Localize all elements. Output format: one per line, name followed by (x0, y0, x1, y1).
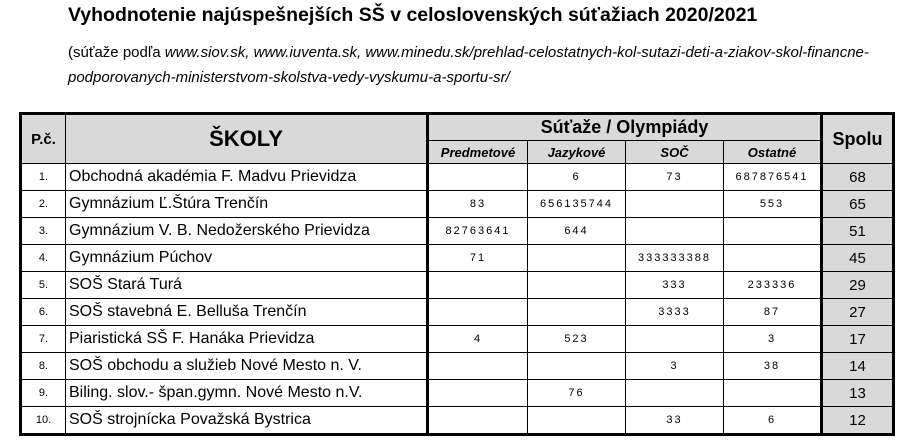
cell-jazykove (528, 245, 626, 272)
cell-predmetove: 71 (428, 245, 528, 272)
cell-soc: 333 (626, 272, 724, 299)
cell-jazykove (528, 353, 626, 380)
cell-soc: 3 (626, 353, 724, 380)
subtitle-prefix: (súťaže podľa (68, 44, 165, 61)
cell-jazykove: 644 (528, 218, 626, 245)
header-ostatne: Ostatné (724, 141, 822, 164)
table-row (21, 218, 894, 245)
cell-soc: 33 (626, 407, 724, 435)
school-name: SOŠ Stará Turá (66, 272, 428, 299)
cell-jazykove (528, 299, 626, 326)
school-name: SOŠ strojnícka Považská Bystrica (66, 407, 428, 435)
cell-spolu: 12 (822, 407, 894, 435)
cell-spolu: 13 (822, 380, 894, 407)
cell-spolu: 14 (822, 353, 894, 380)
cell-jazykove: 656135744 (528, 191, 626, 218)
table-row (21, 164, 894, 191)
cell-predmetove (428, 272, 528, 299)
row-number: 10. (21, 407, 66, 435)
cell-predmetove (428, 380, 528, 407)
cell-spolu: 68 (822, 164, 894, 191)
school-name: Gymnázium Ľ.Štúra Trenčín (66, 191, 428, 218)
row-number: 8. (21, 353, 66, 380)
cell-jazykove (528, 407, 626, 435)
table-row (21, 407, 894, 435)
row-number: 3. (21, 218, 66, 245)
school-name: Piaristická SŠ F. Hanáka Prievidza (66, 326, 428, 353)
header-skoly: ŠKOLY (66, 114, 428, 164)
cell-ostatne: 233336 (724, 272, 822, 299)
row-number: 4. (21, 245, 66, 272)
row-number: 5. (21, 272, 66, 299)
cell-ostatne: 87 (724, 299, 822, 326)
header-pc: P.č. (21, 114, 66, 164)
table-row (21, 272, 894, 299)
table-row (21, 326, 894, 353)
cell-ostatne (724, 245, 822, 272)
cell-jazykove: 76 (528, 380, 626, 407)
row-number: 9. (21, 380, 66, 407)
table-row (21, 191, 894, 218)
header-jazykove: Jazykové (528, 141, 626, 164)
row-number: 7. (21, 326, 66, 353)
cell-soc (626, 218, 724, 245)
cell-predmetove (428, 407, 528, 435)
cell-spolu: 29 (822, 272, 894, 299)
cell-soc: 73 (626, 164, 724, 191)
header-sutaze-olympiady: Súťaže / Olympiády (428, 114, 822, 141)
cell-soc (626, 380, 724, 407)
cell-jazykove: 523 (528, 326, 626, 353)
row-number: 1. (21, 164, 66, 191)
cell-ostatne: 3 (724, 326, 822, 353)
table-row (21, 245, 894, 272)
subtitle-urls: www.siov.sk, www.iuventa.sk, www.minedu.sk/prehlad-celostatnych-kol-sutazi-deti-a-ziakov-skol-financne-podporovanych-ministerstvom-skolstva-vedy-vyskumu-a-sportu-sr/ (68, 44, 869, 86)
cell-predmetove: 83 (428, 191, 528, 218)
cell-spolu: 45 (822, 245, 894, 272)
header-soc: SOČ (626, 141, 724, 164)
school-name: Biling. slov.- špan.gymn. Nové Mesto n.V. (66, 380, 428, 407)
cell-predmetove (428, 299, 528, 326)
cell-predmetove: 82763641 (428, 218, 528, 245)
school-name: Obchodná akadémia F. Madvu Prievidza (66, 164, 428, 191)
cell-ostatne: 6 (724, 407, 822, 435)
school-name: Gymnázium Púchov (66, 245, 428, 272)
cell-soc: 3333 (626, 299, 724, 326)
cell-predmetove (428, 164, 528, 191)
header-spolu: Spolu (822, 114, 894, 164)
cell-predmetove: 4 (428, 326, 528, 353)
cell-predmetove (428, 353, 528, 380)
cell-soc: 333333388 (626, 245, 724, 272)
cell-spolu: 65 (822, 191, 894, 218)
page-title: Vyhodnotenie najúspešnejších SŠ v celoslovenských súťažiach 2020/2021 (68, 4, 758, 26)
cell-ostatne: 38 (724, 353, 822, 380)
cell-ostatne: 687876541 (724, 164, 822, 191)
school-name: SOŠ obchodu a služieb Nové Mesto n. V. (66, 353, 428, 380)
cell-jazykove (528, 272, 626, 299)
cell-soc (626, 326, 724, 353)
cell-soc (626, 191, 724, 218)
cell-spolu: 27 (822, 299, 894, 326)
school-name: Gymnázium V. B. Nedožerského Prievidza (66, 218, 428, 245)
table-row (21, 353, 894, 380)
row-number: 6. (21, 299, 66, 326)
header-predmetove: Predmetové (428, 141, 528, 164)
cell-ostatne (724, 218, 822, 245)
row-number: 2. (21, 191, 66, 218)
cell-spolu: 17 (822, 326, 894, 353)
cell-spolu: 51 (822, 218, 894, 245)
cell-ostatne: 553 (724, 191, 822, 218)
school-name: SOŠ stavebná E. Belluša Trenčín (66, 299, 428, 326)
table-row (21, 299, 894, 326)
cell-ostatne (724, 380, 822, 407)
results-table (19, 112, 895, 436)
page-subtitle (68, 40, 898, 90)
table-row (21, 380, 894, 407)
cell-jazykove: 6 (528, 164, 626, 191)
